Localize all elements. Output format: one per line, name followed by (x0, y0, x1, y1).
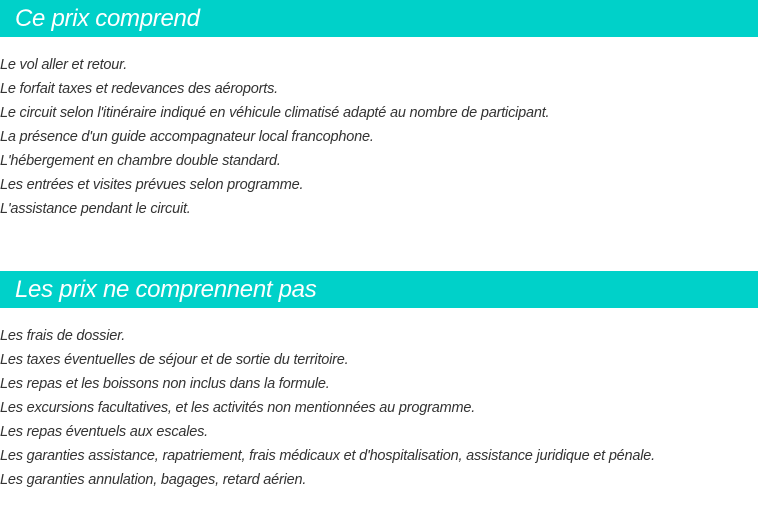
list-item: Le forfait taxes et redevances des aéroports. (0, 81, 278, 97)
included-banner (0, 0, 758, 37)
list-item: Les garanties assistance, rapatriement, frais médicaux et d'hospitalisation, assistance juridique et pénale. (0, 448, 655, 464)
list-item: Les entrées et visites prévues selon programme. (0, 177, 304, 193)
list-item: La présence d'un guide accompagnateur local francophone. (0, 129, 374, 145)
excluded-section (0, 271, 758, 492)
list-item: L'assistance pendant le circuit. (0, 201, 191, 217)
list-item: Les excursions facultatives, et les activités non mentionnées au programme. (0, 400, 476, 416)
included-list (0, 37, 758, 221)
excluded-banner (0, 271, 758, 308)
included-title: Ce prix comprend (15, 4, 200, 32)
list-item: Le vol aller et retour. (0, 57, 128, 73)
list-item: Les frais de dossier. (0, 328, 126, 344)
included-section (0, 0, 758, 221)
list-item: Les taxes éventuelles de séjour et de sortie du territoire. (0, 352, 349, 368)
list-item: Les garanties annulation, bagages, retard aérien. (0, 472, 307, 488)
excluded-list (0, 308, 758, 492)
excluded-title: Les prix ne comprennent pas (15, 275, 317, 303)
list-item: Les repas et les boissons non inclus dans la formule. (0, 376, 330, 392)
list-item: Le circuit selon l'itinéraire indiqué en véhicule climatisé adapté au nombre de participant. (0, 105, 550, 121)
list-item: L'hébergement en chambre double standard. (0, 153, 281, 169)
list-item: Les repas éventuels aux escales. (0, 424, 209, 440)
